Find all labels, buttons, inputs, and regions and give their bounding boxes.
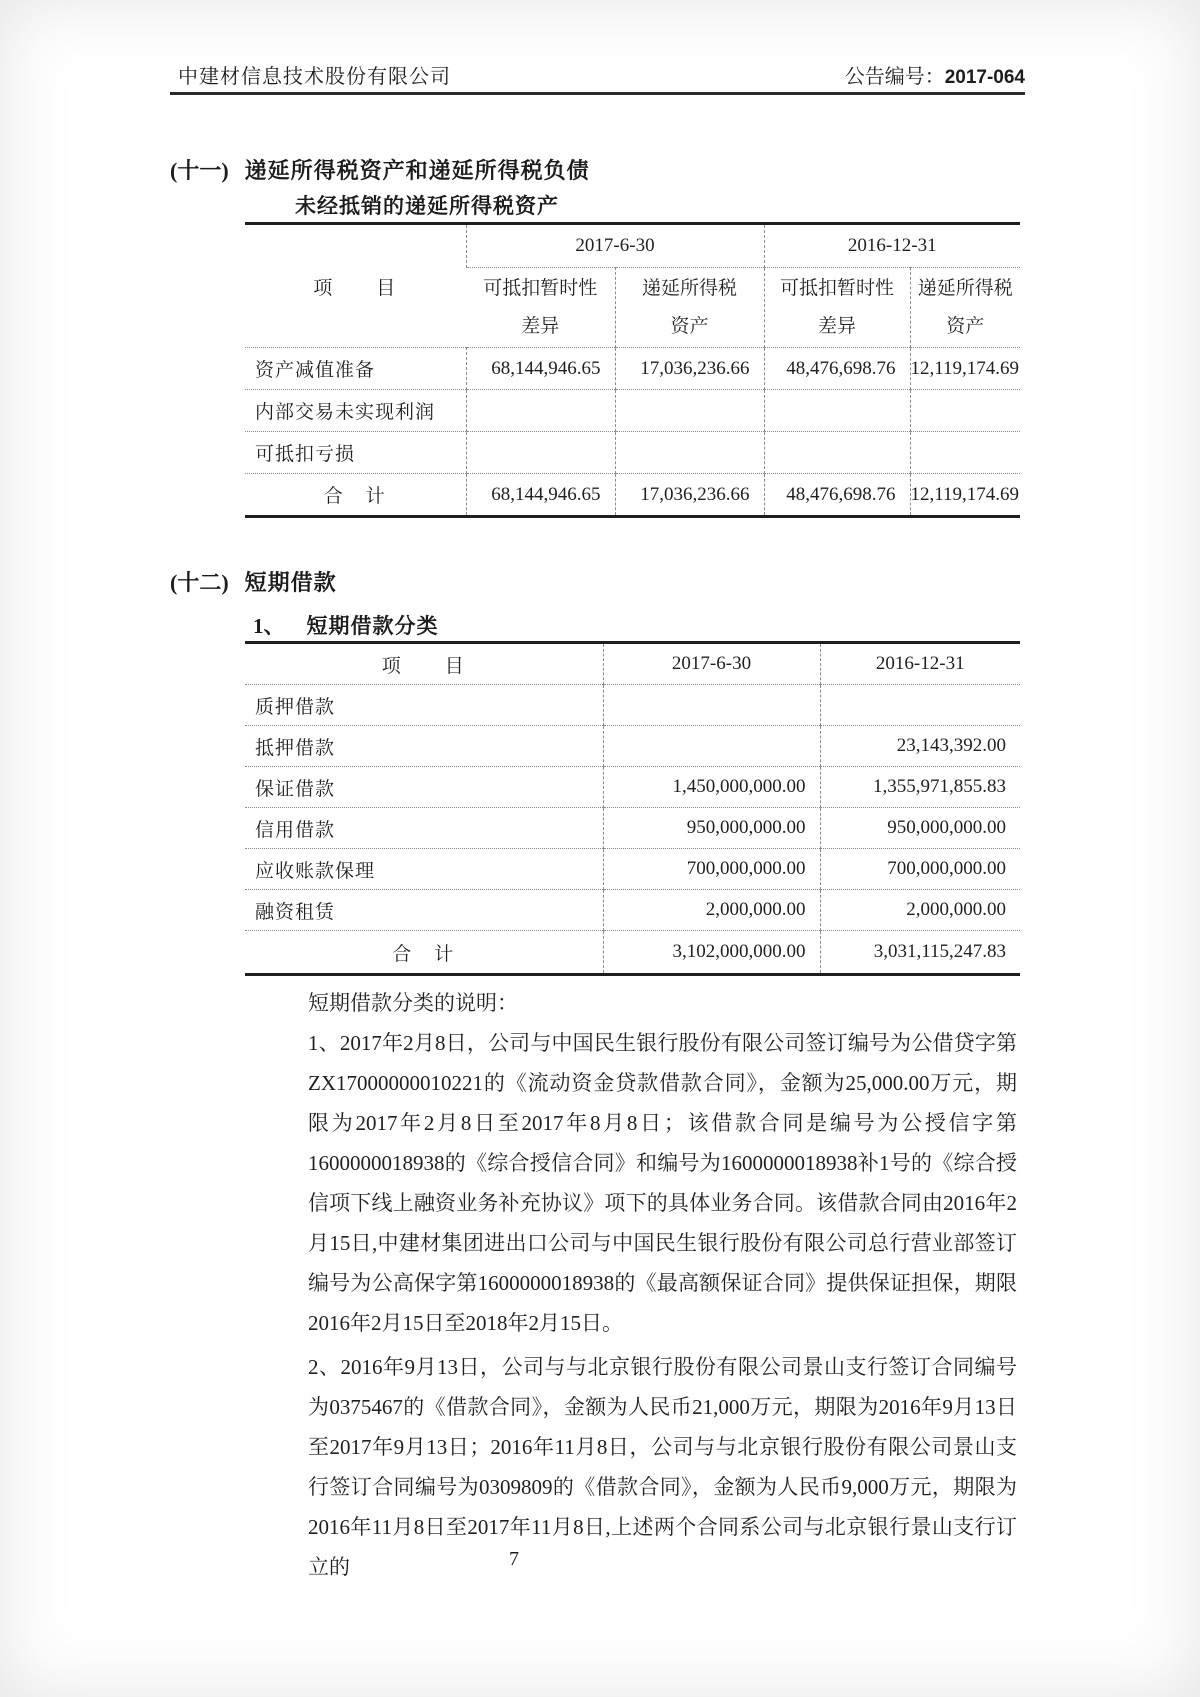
total-label: 合 计 <box>392 943 456 965</box>
subheading-number: 1、 <box>253 614 285 638</box>
cell-value: 950,000,000.00 <box>820 808 1020 849</box>
section-11-subtitle: 未经抵销的递延所得税资产 <box>295 194 559 218</box>
table-row <box>245 849 1020 890</box>
section-11-marker: (十一) <box>170 158 229 183</box>
table-row <box>245 726 1020 767</box>
cell-value: 950,000,000.00 <box>603 808 820 849</box>
cell-value: 2,000,000.00 <box>820 890 1020 931</box>
table-header-row <box>245 643 1020 685</box>
cell-value: 68,144,946.65 <box>466 348 615 390</box>
row-label: 可抵扣亏损 <box>245 432 466 474</box>
cell-value: 23,143,392.00 <box>820 726 1020 767</box>
total-value: 3,102,000,000.00 <box>603 931 820 975</box>
cell-value <box>820 685 1020 726</box>
column-header-2016-12-31: 2016-12-31 <box>820 643 1020 685</box>
column-header-deductible-diff-2016 <box>764 268 910 348</box>
cell-value: 700,000,000.00 <box>820 849 1020 890</box>
note-paragraph-1: 1、2017年2月8日，公司与中国民生银行股份有限公司签订编号为公借贷字第ZX17000000010221的《流动资金贷款借款合同》，金额为25,000.00万元，期限为2017年2月8日至2017年8月8日；该借款合同是编号为公授信字第1600000018938的《综合授信合同》和编号为1600000018938补1号的《综合授信项下线上融资业务补充协议》项下的具体业务合同。该借款合同由2016年2月15日,中建材集团进出口公司与中国民生银行股份有限公司总行营业部签订编号为公高保字第1600000018938的《最高额保证合同》提供保证担保，期限2016年2月15日至2018年2月15日。 <box>308 1031 1017 1335</box>
column-header-line1: 递延所得税 <box>917 277 1013 299</box>
column-group-2016-12-31: 2016-12-31 <box>764 224 1020 268</box>
section-12-subheading <box>253 610 439 640</box>
table-row <box>245 390 1020 432</box>
column-header-2017-6-30: 2017-6-30 <box>603 643 820 685</box>
notice-number-value: 2017-064 <box>944 67 1025 88</box>
page-number: 7 <box>509 1548 519 1570</box>
cell-value: 12,119,174.69 <box>910 348 1020 390</box>
table-row <box>245 348 1020 390</box>
total-label: 合 计 <box>323 486 387 507</box>
notes-intro: 短期借款分类的说明： <box>308 991 518 1015</box>
cell-value <box>466 390 615 432</box>
column-header-deferred-asset-2017 <box>615 268 764 348</box>
section-12-marker: (十二) <box>170 570 229 595</box>
table-row <box>245 432 1020 474</box>
total-value: 12,119,174.69 <box>910 474 1020 517</box>
cell-value <box>615 390 764 432</box>
row-label: 资产减值准备 <box>245 348 466 390</box>
cell-value <box>466 432 615 474</box>
column-header-line1: 递延所得税 <box>641 277 737 299</box>
table-row <box>245 767 1020 808</box>
column-header-line1: 可抵扣暂时性 <box>483 277 598 299</box>
table-row <box>245 685 1020 726</box>
row-label: 信用借款 <box>245 808 603 849</box>
cell-value: 2,000,000.00 <box>603 890 820 931</box>
cell-value <box>603 726 820 767</box>
column-header-line2: 差异 <box>817 315 856 337</box>
table-header-row-periods <box>245 224 1020 268</box>
cell-value <box>603 685 820 726</box>
row-label: 保证借款 <box>245 767 603 808</box>
row-label: 融资租赁 <box>245 890 603 931</box>
cell-value: 1,355,971,855.83 <box>820 767 1020 808</box>
subheading-title: 短期借款分类 <box>306 614 439 638</box>
cell-value <box>910 390 1020 432</box>
header-divider <box>170 92 1025 95</box>
total-value: 17,036,236.66 <box>615 474 764 517</box>
total-value: 48,476,698.76 <box>764 474 910 517</box>
row-label: 质押借款 <box>245 685 603 726</box>
section-11-title: 递延所得税资产和递延所得税负债 <box>244 158 590 183</box>
table-row <box>245 890 1020 931</box>
column-header-deferred-asset-2016 <box>910 268 1020 348</box>
row-label: 应收账款保理 <box>245 849 603 890</box>
cell-value: 1,450,000,000.00 <box>603 767 820 808</box>
cell-value <box>764 390 910 432</box>
table-row <box>245 808 1020 849</box>
column-header-item: 项 目 <box>245 224 466 348</box>
notice-number <box>845 60 1025 89</box>
column-header-line2: 资产 <box>946 315 985 337</box>
cell-value: 17,036,236.66 <box>615 348 764 390</box>
row-label: 内部交易未实现利润 <box>245 390 466 432</box>
column-group-2017-6-30: 2017-6-30 <box>466 224 764 268</box>
column-header-item: 项 目 <box>245 643 603 685</box>
column-header-line1: 可抵扣暂时性 <box>779 277 894 299</box>
cell-value <box>764 432 910 474</box>
deferred-tax-table <box>245 222 1020 518</box>
total-value: 68,144,946.65 <box>466 474 615 517</box>
table-total-row <box>245 931 1020 975</box>
note-paragraph-2: 2、2016年9月13日，公司与与北京银行股份有限公司景山支行签订合同编号为0375467的《借款合同》，金额为人民币21,000万元，期限为2016年9月13日至2017年9月13日；2016年11月8日，公司与与北京银行股份有限公司景山支行签订合同编号为0309809的《借款合同》，金额为人民币9,000万元，期限为2016年11月8日至2017年11月8日,上述两个合同系公司与北京银行景山支行订立的 <box>308 1355 1017 1579</box>
cell-value <box>910 432 1020 474</box>
section-12-title: 短期借款 <box>244 570 337 595</box>
notice-number-label: 公告编号： <box>844 66 945 88</box>
table-total-row <box>245 474 1020 517</box>
column-header-line2: 差异 <box>521 315 560 337</box>
column-header-line2: 资产 <box>670 315 709 337</box>
cell-value: 48,476,698.76 <box>764 348 910 390</box>
short-term-loans-table <box>245 641 1020 976</box>
column-header-deductible-diff-2017 <box>466 268 615 348</box>
section-11-heading <box>170 154 590 185</box>
cell-value <box>615 432 764 474</box>
company-name: 中建材信息技术股份有限公司 <box>178 66 451 88</box>
row-label: 抵押借款 <box>245 726 603 767</box>
section-12-heading <box>170 566 337 597</box>
cell-value: 700,000,000.00 <box>603 849 820 890</box>
total-value: 3,031,115,247.83 <box>820 931 1020 975</box>
notes-block <box>308 983 1017 1587</box>
